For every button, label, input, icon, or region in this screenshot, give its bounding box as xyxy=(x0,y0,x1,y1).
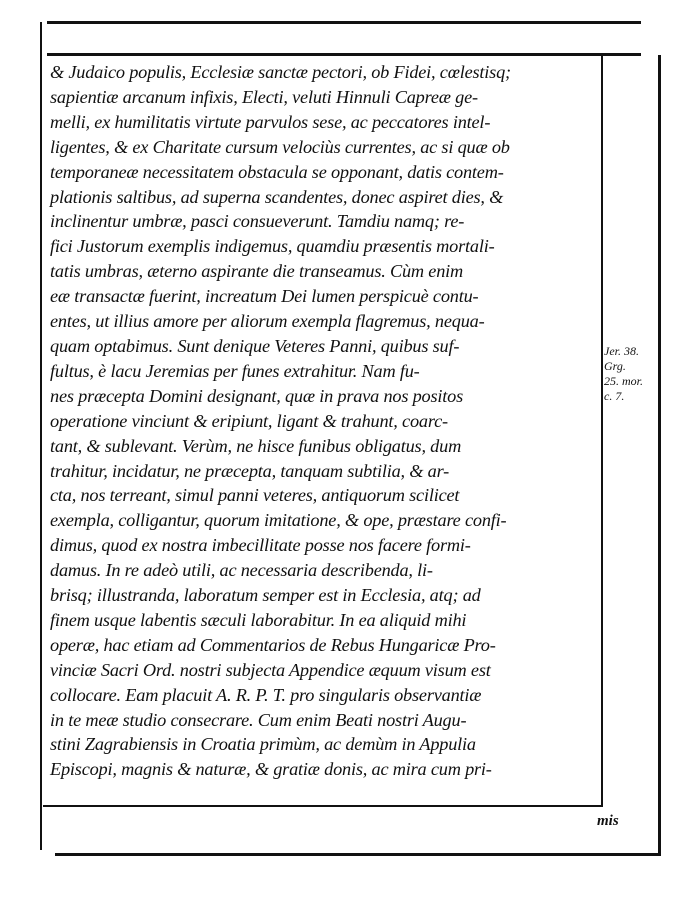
text-line: & Judaico populis, Ecclesiæ sanctæ pectori, ob Fidei, cœlestisq; xyxy=(50,62,511,82)
text-line: trahitur, incidatur, ne præcepta, tanquam subtilia, & ar- xyxy=(50,460,450,481)
text-line: dimus, quod ex nostra imbecillitate posse nos facere formi- xyxy=(50,535,471,556)
bottom-rule xyxy=(43,805,603,807)
margin-note-line: Grg. xyxy=(604,359,626,373)
text-line: in te meæ studio consecrare. Cum enim Beati nostri Augu- xyxy=(50,709,467,730)
text-line: tatis umbras, æterno aspirante die transeamus. Cùm enim xyxy=(50,261,464,282)
outer-right-rule xyxy=(658,55,661,853)
text-line: temporaneæ necessitatem obstacula se opponant, datis contem- xyxy=(50,161,504,182)
catchword: mis xyxy=(597,813,619,829)
right-rule xyxy=(601,55,603,805)
text-line: operatione vinciunt & eripiunt, ligant & trahunt, coarc- xyxy=(50,410,448,431)
left-rule xyxy=(40,22,42,850)
text-line: quam optabimus. Sunt denique Veteres Panni, quibus suf- xyxy=(50,335,460,356)
text-line: sapientiæ arcanum infixis, Electi, veluti Hinnuli Capreæ ge- xyxy=(50,86,478,107)
text-line: melli, ex humilitatis virtute parvulos sese, ac peccatores intel- xyxy=(50,111,491,132)
text-line: collocare. Eam placuit A. R. P. T. pro singularis observantiæ xyxy=(50,684,482,705)
top-rule xyxy=(47,21,641,24)
margin-note-line: 25. mor. xyxy=(604,374,644,388)
margin-note-line: c. 7. xyxy=(604,389,625,403)
body-text xyxy=(50,60,598,782)
text-line: vinciæ Sacri Ord. nostri subjecta Appendice æquum visum est xyxy=(50,659,491,680)
text-line: nes præcepta Domini designant, quæ in prava nos positos xyxy=(50,385,464,406)
text-line: damus. In re adeò utili, ac necessaria describenda, li- xyxy=(50,560,433,581)
text-line: stini Zagrabiensis in Croatia primùm, ac demùm in Appulia xyxy=(50,734,476,755)
margin-note xyxy=(604,344,658,404)
text-line: operæ, hac etiam ad Commentarios de Rebus Hungaricæ Pro- xyxy=(50,634,496,655)
head-rule xyxy=(47,53,641,56)
text-line: cta, nos terreant, simul panni veteres, antiquorum scilicet xyxy=(50,485,460,506)
text-line: tant, & sublevant. Verùm, ne hisce funibus obligatus, dum xyxy=(50,435,462,456)
text-line: fultus, è lacu Jeremias per funes extrahitur. Nam fu- xyxy=(50,360,420,381)
text-line: finem usque labentis sæculi laborabitur. In ea aliquid mihi xyxy=(50,609,467,630)
text-line: entes, ut illius amore per aliorum exempla flagremus, nequa- xyxy=(50,311,485,332)
text-line: inclinentur umbræ, pasci consueverunt. Tamdiu namq; re- xyxy=(50,211,465,232)
text-line: fici Justorum exemplis indigemus, quamdiu præsentis mortali- xyxy=(50,236,495,257)
text-line: plationis saltibus, ad superna scandentes, donec aspiret dies, & xyxy=(50,186,504,207)
text-line: eæ transactæ fuerint, increatum Dei lumen perspicuè contu- xyxy=(50,286,479,307)
footer-rule xyxy=(55,853,661,856)
text-line: exempla, colligantur, quorum imitatione, & ope, præstare confi- xyxy=(50,510,507,531)
text-line: ligentes, & ex Charitate cursum velociùs currentes, ac si quæ ob xyxy=(50,136,510,157)
margin-note-line: Jer. 38. xyxy=(604,344,639,358)
text-line: Episcopi, magnis & naturæ, & gratiæ donis, ac mira cum pri- xyxy=(50,759,492,780)
text-line: brisq; illustranda, laboratum semper est in Ecclesia, atq; ad xyxy=(50,585,481,606)
